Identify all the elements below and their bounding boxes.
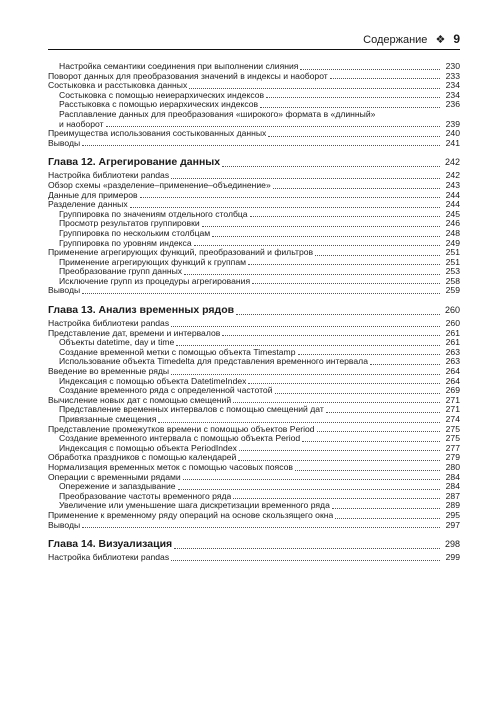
- toc-page-number: 269: [445, 385, 460, 396]
- toc-entry[interactable]: [48, 521, 460, 531]
- toc-entry-title: Преимущества использования состыкованных данных: [48, 129, 267, 139]
- toc-page-number: 253: [445, 266, 460, 277]
- toc-page-number: 240: [445, 128, 460, 139]
- dot-leader: [370, 363, 440, 365]
- toc-page-number: 251: [445, 256, 460, 267]
- toc-entry[interactable]: [48, 100, 460, 110]
- dot-leader: [273, 187, 440, 189]
- dot-leader: [171, 325, 440, 327]
- toc-entry[interactable]: [48, 492, 460, 502]
- dot-leader: [335, 517, 440, 519]
- toc-entry-title: Расстыковка с помощью иерархических индексов: [59, 100, 259, 110]
- toc-entry-title: Выводы: [48, 286, 81, 296]
- toc-page-number: 274: [445, 414, 460, 424]
- toc-entry-title: Данные для примеров: [48, 190, 138, 200]
- toc-entry-title: Выводы: [48, 520, 81, 530]
- toc-page-number: 236: [445, 99, 460, 110]
- toc-entry-title: Вычисление новых дат с помощью смещений: [48, 395, 232, 405]
- toc-entry-title: Опережение и запаздывание: [59, 482, 176, 492]
- dot-leader: [295, 469, 440, 471]
- table-of-contents: [48, 62, 460, 563]
- toc-entry[interactable]: [48, 171, 460, 181]
- toc-entry-title: Операции с временными рядами: [48, 472, 181, 482]
- toc-page-number: 259: [445, 285, 460, 296]
- dot-leader: [82, 144, 440, 146]
- toc-entry-title: Расплавление данных для преобразования «широкого» формата в «длинный»: [59, 109, 376, 119]
- toc-page-number: 263: [445, 356, 460, 367]
- toc-entry-title: Привязанные смещения: [59, 415, 157, 424]
- toc-entry-title: Группировка по уровням индекса: [59, 238, 192, 248]
- toc-page-number: 245: [445, 208, 460, 219]
- toc-page-number: 264: [445, 366, 460, 377]
- toc-entry-title: Состыковка с помощью неиерархических индексов: [59, 90, 265, 100]
- toc-entry[interactable]: [48, 405, 460, 415]
- toc-entry-title: Просмотр результатов группировки: [59, 219, 200, 229]
- dot-leader: [184, 273, 440, 275]
- toc-page-number: 244: [445, 199, 460, 210]
- toc-entry-title: Применение агрегирующих функций к группам: [59, 257, 247, 267]
- dot-leader: [171, 559, 440, 561]
- toc-entry[interactable]: [48, 463, 460, 473]
- toc-page-number: 295: [445, 509, 460, 520]
- toc-entry[interactable]: [48, 415, 460, 425]
- dot-leader: [317, 430, 440, 432]
- toc-page-number: 260: [444, 305, 460, 316]
- toc-entry-title: Применение к временному ряду операций на основе скользящего окна: [48, 510, 334, 520]
- toc-entry-title: Настройка семантики соединения при выполнении слияния: [59, 62, 299, 71]
- toc-page-number: 244: [445, 189, 460, 200]
- toc-page-number: 258: [445, 275, 460, 286]
- header-title: Содержание: [363, 34, 428, 46]
- toc-entry-title: Применение агрегирующих функций, преобразований и фильтров: [48, 248, 314, 258]
- toc-entry-title: Глава 12. Агрегирование данных: [48, 156, 221, 169]
- toc-page-number: 275: [445, 433, 460, 444]
- toc-entry[interactable]: [48, 386, 460, 396]
- toc-entry[interactable]: [48, 191, 460, 201]
- toc-entry[interactable]: [48, 511, 460, 521]
- dot-leader: [330, 77, 440, 79]
- toc-page-number: 260: [445, 318, 460, 329]
- dot-leader: [275, 392, 440, 394]
- toc-page-number: 239: [445, 118, 460, 129]
- toc-page-number: 251: [445, 247, 460, 258]
- toc-entry-title: Состыковка и расстыковка данных: [48, 81, 188, 91]
- toc-entry[interactable]: [48, 81, 460, 91]
- toc-page-number: 298: [444, 539, 460, 550]
- dot-leader: [248, 263, 440, 265]
- dot-leader: [239, 449, 440, 451]
- toc-entry-title: Представление дат, времени и интервалов: [48, 328, 221, 338]
- toc-entry-title: Преобразование групп данных: [59, 267, 183, 277]
- toc-entry[interactable]: [48, 377, 460, 387]
- toc-entry-title: Представление временных интервалов с помощью смещений дат: [59, 405, 324, 415]
- toc-page-number: 242: [444, 157, 460, 168]
- toc-page-number: 249: [445, 237, 460, 248]
- toc-page-number: 230: [445, 61, 460, 71]
- dot-leader: [326, 411, 440, 413]
- toc-entry[interactable]: [48, 219, 460, 229]
- diamond-ornament-icon: ❖: [435, 34, 446, 46]
- toc-entry-title: Обработка праздников с помощью календарей: [48, 453, 237, 463]
- toc-entry[interactable]: [48, 91, 460, 101]
- toc-entry[interactable]: [48, 72, 460, 82]
- toc-page-number: 234: [445, 80, 460, 91]
- dot-leader: [158, 421, 440, 423]
- dot-leader: [238, 459, 440, 461]
- toc-entry-title: Увеличение или уменьшение шага дискретизации временного ряда: [59, 501, 330, 511]
- dot-leader: [140, 196, 440, 198]
- toc-page-number: 297: [445, 519, 460, 530]
- toc-entry-title: Глава 14. Визуализация: [48, 538, 173, 551]
- dot-leader: [212, 235, 440, 237]
- dot-leader: [178, 488, 440, 490]
- dot-leader: [183, 478, 440, 480]
- toc-entry-title: Исключение групп из процедуры агрегирования: [59, 276, 251, 286]
- toc-page-number: 299: [445, 552, 460, 563]
- toc-entry[interactable]: [48, 120, 460, 130]
- toc-page-number: 233: [445, 70, 460, 81]
- toc-entry-title: Объекты datetime, day и time: [59, 338, 175, 348]
- toc-entry[interactable]: [48, 286, 460, 296]
- toc-entry[interactable]: [48, 367, 460, 377]
- dot-leader: [171, 177, 440, 179]
- toc-entry-title: Индексация с помощью объекта PeriodIndex: [59, 443, 237, 453]
- toc-page-number: 241: [445, 137, 460, 148]
- toc-page-number: 279: [445, 452, 460, 463]
- dot-leader: [250, 215, 440, 217]
- toc-page-number: 284: [445, 471, 460, 482]
- toc-page-number: 261: [445, 337, 460, 348]
- dot-leader: [248, 382, 440, 384]
- toc-entry-title: Создание временного интервала с помощью объекта Period: [59, 434, 301, 444]
- toc-entry[interactable]: [48, 62, 460, 72]
- toc-entry[interactable]: [48, 501, 460, 511]
- dot-leader: [171, 373, 440, 375]
- toc-entry[interactable]: [48, 248, 460, 258]
- toc-page-number: 277: [445, 442, 460, 453]
- toc-entry[interactable]: [48, 319, 460, 329]
- toc-entry[interactable]: [48, 357, 460, 367]
- toc-page-number: 275: [445, 423, 460, 434]
- toc-page-number: 263: [445, 346, 460, 357]
- running-header: [48, 30, 460, 50]
- toc-entry-title: Индексация с помощью объекта DatetimeIndex: [59, 376, 247, 386]
- dot-leader: [236, 313, 440, 315]
- toc-entry-line: [48, 110, 460, 120]
- dot-leader: [298, 353, 441, 355]
- dot-leader: [189, 87, 440, 89]
- dot-leader: [302, 440, 440, 442]
- toc-entry[interactable]: [48, 444, 460, 454]
- toc-entry-title: Глава 13. Анализ временных рядов: [48, 304, 235, 317]
- toc-entry[interactable]: [48, 181, 460, 191]
- toc-page-number: 287: [445, 490, 460, 501]
- toc-entry[interactable]: [48, 425, 460, 435]
- toc-entry[interactable]: [48, 453, 460, 463]
- toc-page-number: 248: [445, 227, 460, 238]
- page-number: 9: [453, 32, 460, 46]
- dot-leader: [106, 125, 440, 127]
- toc-entry-title: Настройка библиотеки pandas: [48, 319, 170, 329]
- toc-page-number: 261: [445, 327, 460, 338]
- toc-entry[interactable]: [48, 553, 460, 563]
- toc-entry-title: Выводы: [48, 138, 81, 148]
- toc-entry[interactable]: [48, 329, 460, 339]
- toc-page-number: 271: [445, 404, 460, 415]
- toc-entry[interactable]: [48, 434, 460, 444]
- toc-entry-title: Поворот данных для преобразования значений в индексы и наоборот: [48, 71, 328, 81]
- toc-page-number: 264: [445, 375, 460, 386]
- dot-leader: [266, 96, 440, 98]
- dot-leader: [82, 292, 440, 294]
- dot-leader: [222, 334, 440, 336]
- dot-leader: [82, 526, 440, 528]
- toc-entry[interactable]: [48, 396, 460, 406]
- toc-entry-title: Разделение данных: [48, 200, 128, 210]
- toc-entry[interactable]: [48, 277, 460, 287]
- toc-entry-title: Использование объекта Timedelta для представления временного интервала: [59, 357, 368, 367]
- toc-entry-title: Нормализация временных меток с помощью часовых поясов: [48, 462, 293, 472]
- toc-entry[interactable]: [48, 200, 460, 210]
- toc-page-number: 246: [445, 218, 460, 229]
- toc-entry-title: и наоборот: [59, 119, 104, 129]
- toc-chapter-entry[interactable]: [48, 304, 460, 317]
- toc-page-number: 284: [445, 481, 460, 492]
- dot-leader: [174, 547, 440, 549]
- dot-leader: [268, 135, 440, 137]
- dot-leader: [233, 497, 440, 499]
- dot-leader: [194, 244, 440, 246]
- toc-entry[interactable]: [48, 239, 460, 249]
- dot-leader: [130, 206, 440, 208]
- toc-entry-title: Преобразование частоты временного ряда: [59, 491, 232, 501]
- toc-entry-title: Обзор схемы «разделение–применение–объединение»: [48, 180, 271, 190]
- dot-leader: [315, 254, 440, 256]
- toc-entry[interactable]: [48, 258, 460, 268]
- toc-entry-title: Создание временного ряда с определенной частотой: [59, 386, 273, 396]
- dot-leader: [233, 401, 440, 403]
- dot-leader: [202, 225, 440, 227]
- toc-page-number: 243: [445, 179, 460, 190]
- dot-leader: [300, 68, 440, 70]
- dot-leader: [176, 344, 440, 346]
- toc-entry[interactable]: [48, 139, 460, 149]
- toc-entry[interactable]: [48, 473, 460, 483]
- toc-entry-title: Настройка библиотеки pandas: [48, 171, 170, 181]
- toc-entry[interactable]: [48, 129, 460, 139]
- toc-chapter-entry[interactable]: [48, 538, 460, 551]
- toc-page-number: 289: [445, 500, 460, 511]
- dot-leader: [332, 507, 440, 509]
- toc-entry-title: Настройка библиотеки pandas: [48, 553, 170, 563]
- toc-entry[interactable]: [48, 210, 460, 220]
- toc-page-number: 242: [445, 170, 460, 181]
- dot-leader: [222, 165, 440, 167]
- toc-entry[interactable]: [48, 348, 460, 358]
- toc-entry-title: Введение во временные ряды: [48, 367, 170, 377]
- dot-leader: [260, 106, 440, 108]
- toc-page-number: 271: [445, 394, 460, 405]
- toc-chapter-entry[interactable]: [48, 156, 460, 169]
- toc-entry[interactable]: [48, 338, 460, 348]
- dot-leader: [252, 282, 440, 284]
- toc-entry[interactable]: [48, 482, 460, 492]
- toc-entry-title: Группировка по значениям отдельного столбца: [59, 209, 248, 219]
- toc-entry-title: Группировка по нескольким столбцам: [59, 228, 211, 238]
- toc-page-number: 234: [445, 89, 460, 100]
- toc-entry-title: Представление промежутков времени с помощью объектов Period: [48, 424, 315, 434]
- toc-entry[interactable]: [48, 229, 460, 239]
- toc-entry-title: Создание временной метки с помощью объекта Timestamp: [59, 347, 296, 357]
- toc-page-number: 280: [445, 461, 460, 472]
- toc-entry[interactable]: [48, 267, 460, 277]
